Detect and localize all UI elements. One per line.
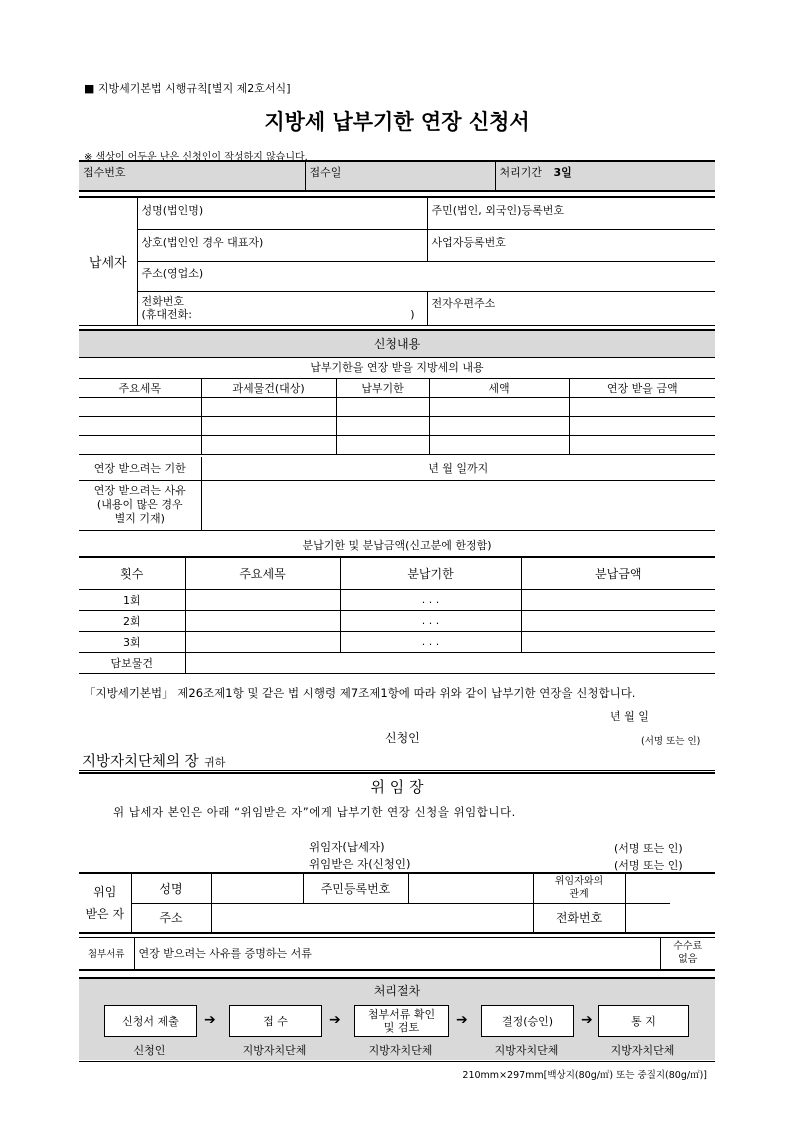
col-installment-tax-item: 주요세목 — [185, 557, 340, 589]
installment-date-field[interactable]: . . . — [340, 589, 521, 610]
receipt-table — [79, 160, 715, 192]
taxpayer-section-label: 납세자 — [79, 197, 137, 325]
separator — [79, 1061, 715, 1062]
relation-label-1: 위임자와의 — [554, 876, 604, 888]
table-cell[interactable] — [429, 436, 569, 455]
table-row — [79, 398, 715, 417]
attachment-content: 연장 받으려는 사유를 증명하는 서류 — [134, 938, 660, 970]
col-installment-date: 분납기한 — [340, 557, 521, 589]
delegatee-sign-label: (서명 또는 인) — [614, 859, 683, 872]
business-number-field[interactable]: 사업자등록번호 — [427, 229, 715, 261]
procedure-actor-1: 신청인 — [133, 1044, 166, 1057]
company-field[interactable]: 상호(법인인 경우 대표자) — [137, 229, 427, 261]
procedure-actor-3: 지방자치단체 — [368, 1044, 433, 1057]
tax-content-table — [79, 378, 715, 455]
extension-deadline-field[interactable]: 년 월 일까지 — [201, 457, 715, 480]
procedure-actor-4: 지방자치단체 — [494, 1044, 559, 1057]
table-row — [79, 631, 715, 652]
delegatee-name-field[interactable] — [211, 873, 303, 903]
recipient-label: 지방자치단체의 장 — [82, 754, 199, 770]
arrow-right-icon: ➔ — [456, 1012, 468, 1028]
col-installment-amount: 분납금액 — [521, 557, 715, 589]
table-row — [79, 417, 715, 436]
table-cell[interactable] — [336, 398, 429, 417]
table-cell[interactable] — [185, 631, 340, 652]
separator — [79, 770, 715, 771]
table-cell[interactable] — [521, 610, 715, 631]
installment-count: 1회 — [79, 589, 185, 610]
delegator-label: 위임자(납세자) — [309, 840, 385, 854]
delegatee-id-label: 주민등록번호 — [303, 873, 408, 903]
application-date[interactable]: 년 월 일 — [610, 710, 649, 723]
notice: ※ 색상이 어두운 난은 신청인이 작성하지 않습니다. — [84, 152, 308, 163]
delegatee-phone-field[interactable] — [625, 903, 715, 933]
table-cell[interactable] — [201, 436, 336, 455]
table-cell[interactable] — [185, 610, 340, 631]
form-reference: ■ 지방세기본법 시행규칙[별지 제2호서식] — [84, 82, 291, 95]
table-row — [79, 436, 715, 455]
table-cell[interactable] — [201, 417, 336, 436]
table-cell[interactable] — [336, 417, 429, 436]
installment-table — [79, 556, 715, 674]
relation-label-2: 관계 — [569, 889, 589, 901]
table-cell[interactable] — [336, 436, 429, 455]
delegatee-id-field[interactable] — [408, 873, 533, 903]
col-due-date: 납부기한 — [336, 379, 429, 398]
declaration-statement: 「지방세기본법」 제26조제1항 및 같은 법 시행령 제7조제1항에 따라 위와 같이 납부기한 연장을 신청합니다. — [84, 686, 636, 700]
fee-label — [660, 938, 715, 970]
procedure-actor-5: 지방자치단체 — [610, 1044, 675, 1057]
delegatee-name-label: 성명 — [131, 873, 211, 903]
installment-count: 3회 — [79, 631, 185, 652]
col-extension-amount: 연장 받을 금액 — [569, 379, 715, 398]
collateral-label: 담보물건 — [79, 652, 185, 673]
col-taxable-object: 과세물건(대상) — [201, 379, 336, 398]
procedure-step-3: 첨부서류 확인 및 검토 — [354, 1005, 449, 1037]
table-cell[interactable] — [429, 417, 569, 436]
delegatee-address-field[interactable] — [211, 903, 533, 933]
processing-period-label: 처리기간 — [499, 166, 543, 179]
delegatee-row-label-1: 위임 — [93, 885, 117, 899]
recipient-suffix: 귀하 — [204, 756, 226, 769]
attachment-label: 첨부서류 — [79, 938, 134, 970]
address-field[interactable]: 주소(영업소) — [137, 261, 715, 291]
receipt-date-label: 접수일 — [305, 161, 495, 191]
applicant-label: 신청인 — [385, 731, 420, 745]
extension-table — [79, 457, 715, 531]
table-cell[interactable] — [201, 398, 336, 417]
delegation-statement: 위 납세자 본인은 아래 “위임받은 자”에게 납부기한 연장 신청을 위임합니다. — [113, 805, 516, 819]
delegatee-phone-label: 전화번호 — [533, 903, 625, 933]
col-tax-amount: 세액 — [429, 379, 569, 398]
delegation-title: 위 임 장 — [370, 778, 424, 796]
table-cell[interactable] — [79, 417, 201, 436]
delegatee-row-label — [79, 873, 131, 933]
procedure-step-2: 접 수 — [229, 1005, 322, 1037]
collateral-field[interactable] — [185, 652, 715, 673]
relation-field[interactable] — [625, 873, 670, 903]
installment-title: 분납기한 및 분납금액(신고분에 한정함) — [302, 539, 492, 552]
separator — [79, 772, 715, 774]
relation-label — [533, 873, 625, 903]
email-field[interactable]: 전자우편주소 — [431, 296, 496, 310]
table-cell[interactable] — [569, 417, 715, 436]
receipt-number-label: 접수번호 — [79, 161, 305, 191]
name-field[interactable]: 성명(법인명) — [137, 197, 427, 229]
table-cell[interactable] — [429, 398, 569, 417]
procedure-step-1: 신청서 제출 — [104, 1005, 197, 1037]
col-tax-item: 주요세목 — [79, 379, 201, 398]
extension-reason-field[interactable] — [201, 480, 715, 530]
table-cell[interactable] — [569, 398, 715, 417]
procedure-step-4: 결정(승인) — [481, 1005, 574, 1037]
registration-number-field[interactable]: 주민(법인, 외국인)등록번호 — [427, 197, 715, 229]
arrow-right-icon: ➔ — [204, 1012, 216, 1028]
arrow-right-icon: ➔ — [329, 1012, 341, 1028]
mobile-close: ) — [410, 308, 415, 321]
delegatee-row-label-2: 받은 자 — [85, 907, 125, 921]
taxpayer-table — [79, 196, 715, 326]
installment-count: 2회 — [79, 610, 185, 631]
mobile-label: (휴대전화: — [141, 308, 193, 321]
extension-deadline-label: 연장 받으려는 기한 — [79, 457, 201, 480]
procedure-step-5: 통 지 — [598, 1005, 689, 1037]
processing-period-value: 3일 — [553, 166, 572, 179]
delegatee-label: 위임받은 자(신청인) — [309, 857, 411, 871]
phone-field[interactable] — [137, 291, 427, 325]
application-section-header: 신청내용 — [79, 329, 715, 358]
applicant-sign-label: (서명 또는 인) — [641, 736, 701, 747]
page-title: 지방세 납부기한 연장 신청서 — [264, 110, 530, 134]
table-cell[interactable] — [569, 436, 715, 455]
table-cell[interactable] — [521, 631, 715, 652]
delegator-sign-label: (서명 또는 인) — [614, 842, 683, 855]
table-cell[interactable] — [79, 436, 201, 455]
procedure-header: 처리절차 — [79, 977, 715, 1004]
paper-spec: 210mm×297mm[백상지(80g/㎡) 또는 중질지(80g/㎡)] — [462, 1070, 707, 1081]
phone-label: 전화번호 — [141, 295, 185, 308]
attachment-table — [79, 937, 715, 971]
installment-date-field[interactable]: . . . — [340, 631, 521, 652]
delegatee-address-label: 주소 — [131, 903, 211, 933]
table-cell[interactable] — [185, 589, 340, 610]
fee-label-2: 없음 — [678, 954, 698, 966]
delegatee-table — [79, 872, 715, 934]
table-row — [79, 589, 715, 610]
installment-date-field[interactable]: . . . — [340, 610, 521, 631]
table-cell[interactable] — [521, 589, 715, 610]
tax-content-title: 납부기한을 연장 받을 지방세의 내용 — [310, 361, 484, 374]
extension-reason-label: 연장 받으려는 사유 (내용이 많은 경우 별지 기재) — [79, 480, 201, 530]
arrow-right-icon: ➔ — [581, 1012, 593, 1028]
procedure-actor-2: 지방자치단체 — [242, 1044, 307, 1057]
col-count: 횟수 — [79, 557, 185, 589]
table-row — [79, 610, 715, 631]
fee-label-1: 수수료 — [673, 941, 703, 953]
table-cell[interactable] — [79, 398, 201, 417]
